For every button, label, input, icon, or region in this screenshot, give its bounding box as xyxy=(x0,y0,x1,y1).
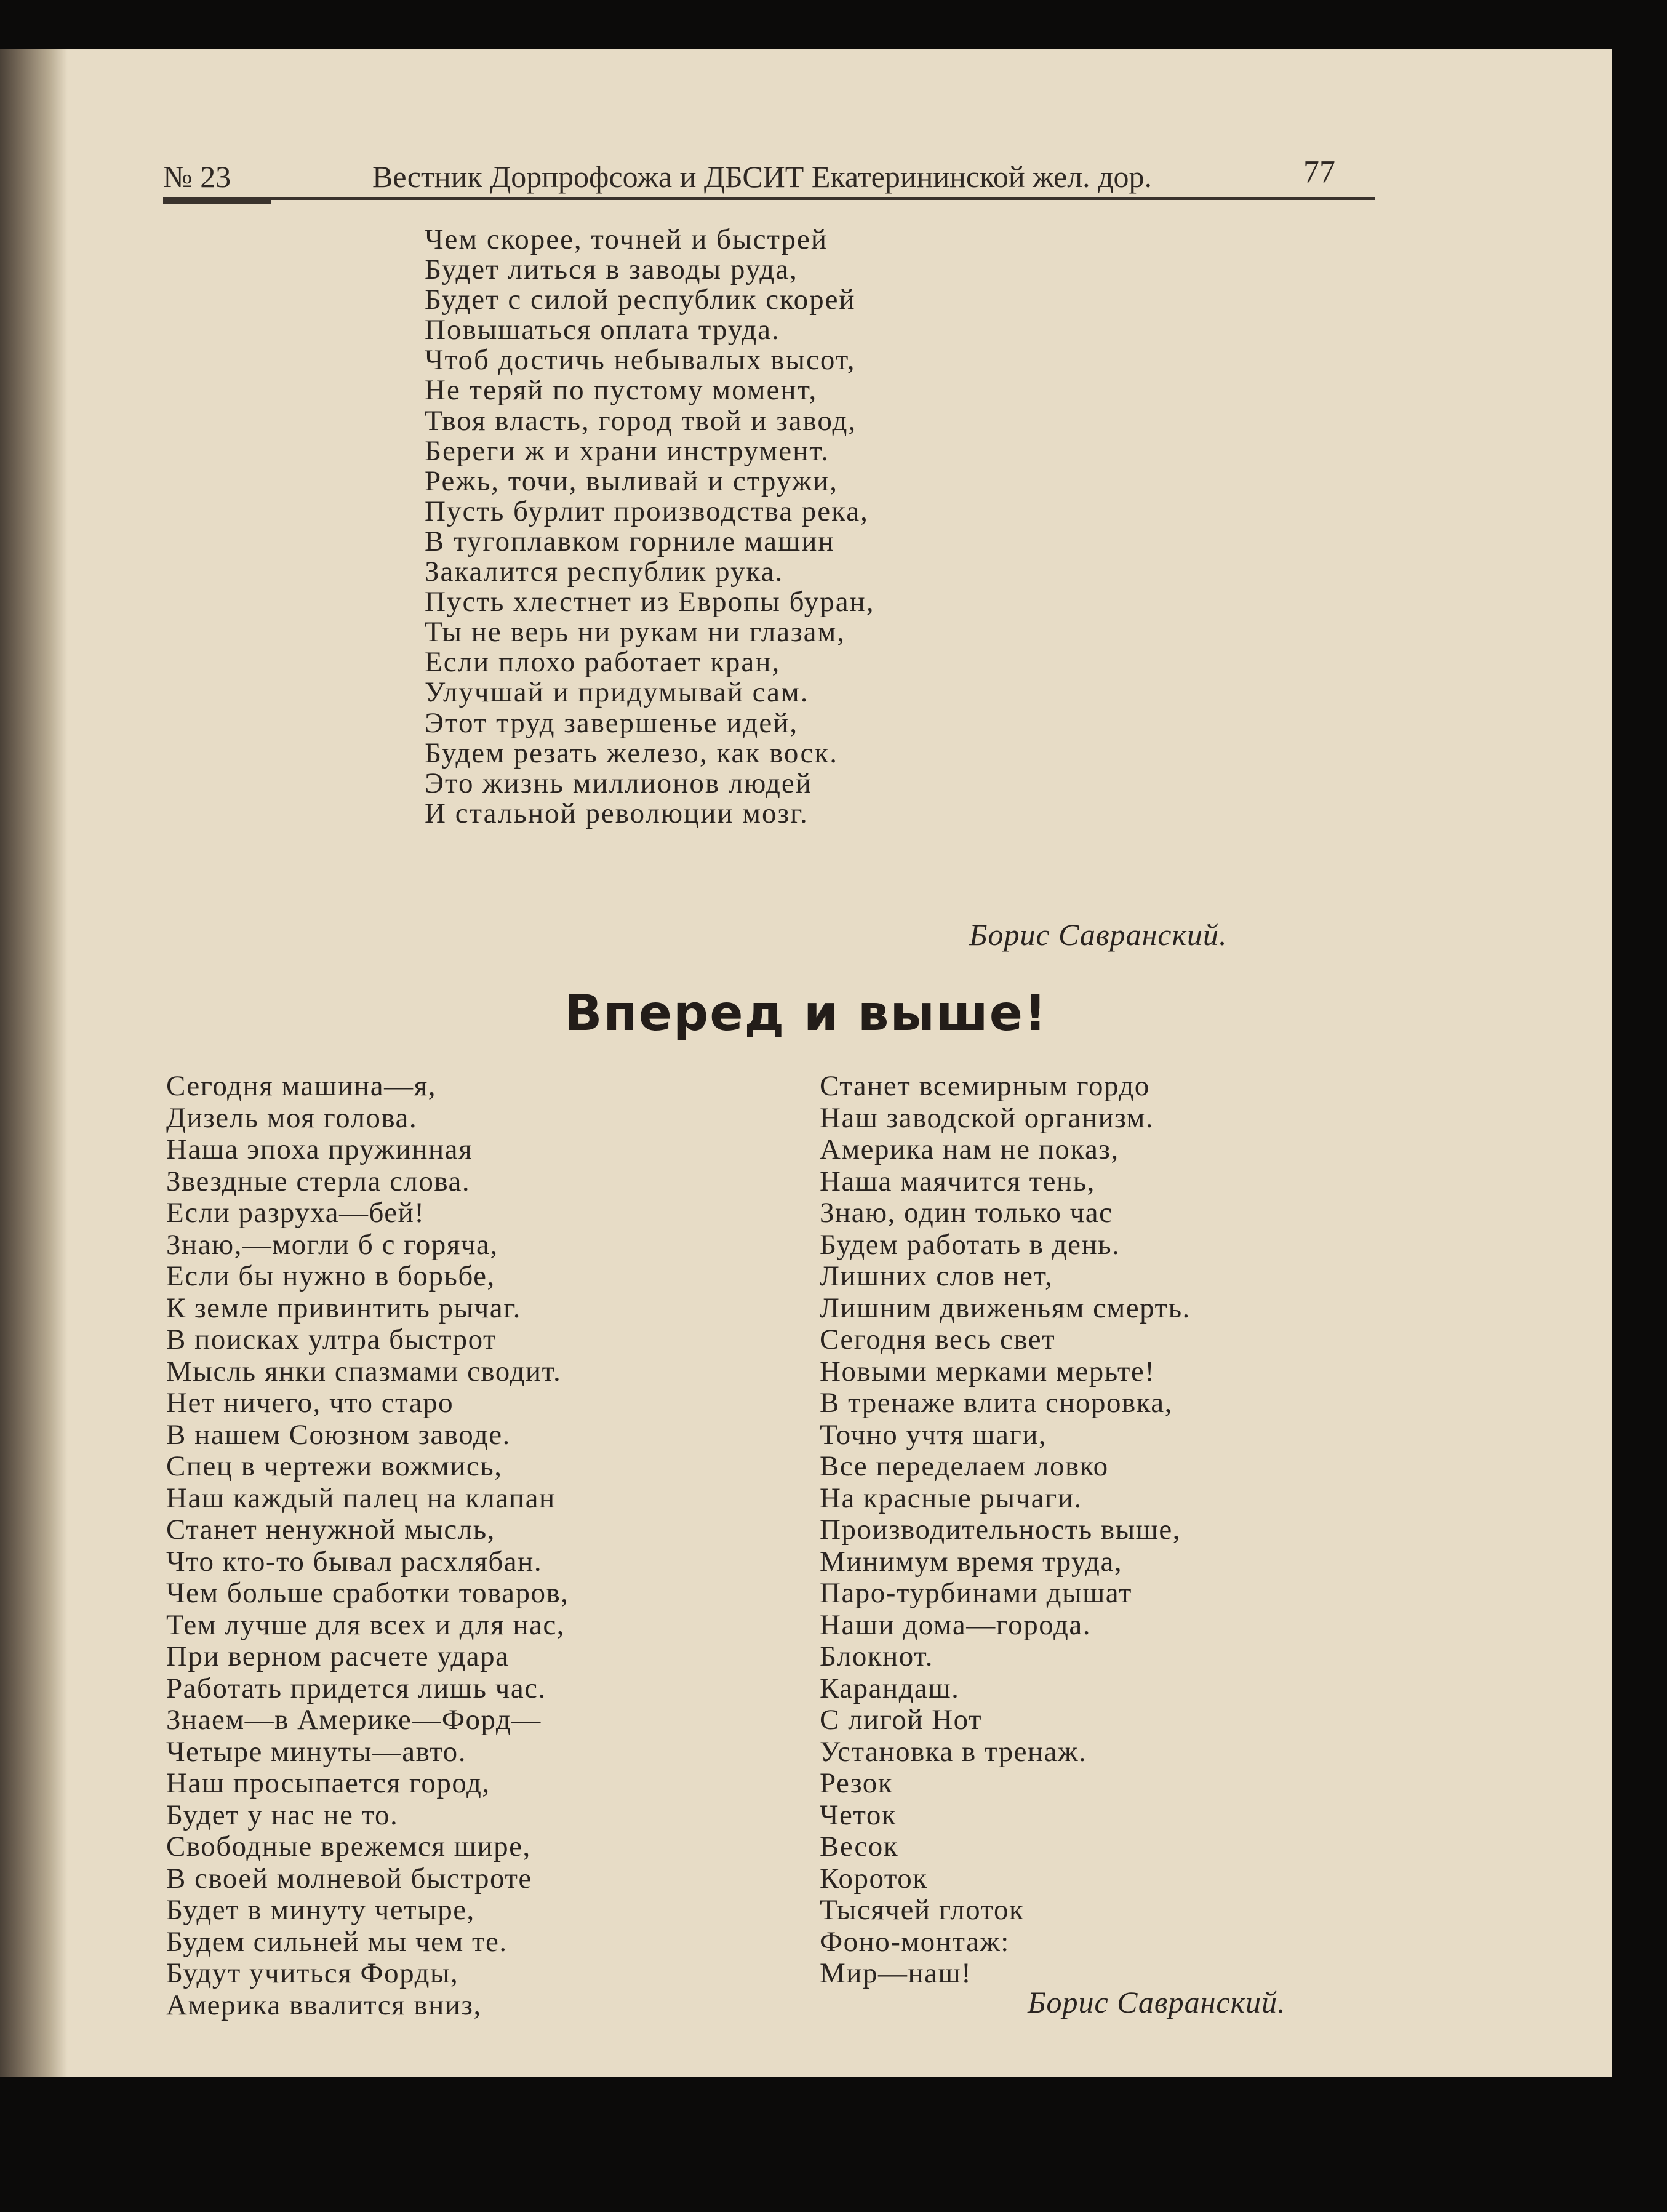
verse-line: Лишним движеньям смерть. xyxy=(820,1292,1191,1324)
poem-1 xyxy=(425,225,1225,829)
verse-line: Блокнот. xyxy=(820,1640,933,1672)
verse-line: Работать придется лишь час. xyxy=(166,1672,546,1704)
verse-line: Чем больше сработки товаров, xyxy=(166,1577,569,1609)
verse-line: Америка нам не показ, xyxy=(820,1133,1119,1165)
verse-line: Резок xyxy=(820,1767,893,1799)
verse-line: Сегодня машина—я, xyxy=(166,1070,436,1102)
verse-line: Свободные врежемся шире, xyxy=(166,1831,531,1863)
verse-line: Знаем—в Америке—Форд— xyxy=(166,1704,542,1736)
verse-line: Фоно-монтаж: xyxy=(820,1925,1010,1958)
verse-line: Наш заводской организм. xyxy=(820,1101,1154,1134)
journal-title: Вестник Дорпрофсожа и ДБСИТ Екатерининской жел. дор. xyxy=(372,159,1153,194)
verse-line: Лишних слов нет, xyxy=(820,1260,1053,1292)
verse-line: Пусть хлестнет из Европы буран, xyxy=(425,586,875,618)
page-header xyxy=(163,154,1348,197)
verse-line: Наша эпоха пружинная xyxy=(166,1133,473,1165)
page-number: 77 xyxy=(1303,154,1335,190)
verse-line: В тугоплавком горниле машин xyxy=(425,525,835,557)
verse-line: Короток xyxy=(820,1862,928,1895)
verse-line: Если разруха—бей! xyxy=(166,1197,425,1229)
verse-line: Будем работать в день. xyxy=(820,1228,1121,1261)
verse-line: Точно учтя шаги, xyxy=(820,1418,1047,1451)
verse-line: Тысячей глоток xyxy=(820,1894,1025,1926)
verse-line: Четыре минуты—авто. xyxy=(166,1735,466,1768)
verse-line: Не теряй по пустому момент, xyxy=(425,374,818,407)
verse-line: Повышаться оплата труда. xyxy=(425,314,780,346)
verse-line: В своей молневой быстроте xyxy=(166,1862,532,1895)
verse-line: Будет в минуту четыре, xyxy=(166,1894,475,1926)
verse-line: Будет литься в заводы руда, xyxy=(425,254,798,286)
verse-line: Карандаш. xyxy=(820,1672,960,1704)
verse-line: Четок xyxy=(820,1799,897,1831)
verse-line: Режь, точи, выливай и стружи, xyxy=(425,465,839,497)
verse-line: Производительность выше, xyxy=(820,1514,1181,1546)
verse-line: Закалится республик рука. xyxy=(425,556,784,588)
verse-line: Это жизнь миллионов людей xyxy=(425,767,812,799)
verse-line: Наш просыпается город, xyxy=(166,1767,490,1799)
poem-2-right-column xyxy=(820,1071,1373,1990)
verse-line: Будем сильней мы чем те. xyxy=(166,1925,508,1958)
poem-2-signature: Борис Савранский. xyxy=(1028,1985,1286,2019)
verse-line: Весок xyxy=(820,1831,899,1863)
verse-line: Знаю,—могли б с горяча, xyxy=(166,1228,498,1261)
verse-line: В тренаже влита сноровка, xyxy=(820,1387,1173,1419)
poem-2-left-column xyxy=(166,1071,782,2021)
verse-line: Сегодня весь свет xyxy=(820,1324,1056,1356)
verse-line: Установка в тренаж. xyxy=(820,1735,1087,1768)
verse-line: Будем резать железо, как воск. xyxy=(425,737,838,769)
verse-line: Будет у нас не то. xyxy=(166,1799,399,1831)
verse-line: Если плохо работает кран, xyxy=(425,646,781,679)
verse-line: Пусть бурлит производства река, xyxy=(425,495,869,527)
verse-line: Паро-турбинами дышат xyxy=(820,1577,1132,1609)
verse-line: Америка ввалится вниз, xyxy=(166,1989,482,2021)
verse-line: Если бы нужно в борьбе, xyxy=(166,1260,495,1292)
verse-line: Ты не верь ни рукам ни глазам, xyxy=(425,616,846,649)
verse-line: Дизель моя голова. xyxy=(166,1101,418,1134)
verse-line: Этот труд завершенье идей, xyxy=(425,706,799,739)
poem-1-signature: Борис Савранский. xyxy=(969,917,1228,952)
verse-line: Будут учиться Форды, xyxy=(166,1957,459,1989)
verse-line: В нашем Союзном заводе. xyxy=(166,1418,511,1451)
verse-line: Чем скорее, точней и быстрей xyxy=(425,223,828,255)
poem-2-title: Вперед и выше! xyxy=(564,984,1048,1042)
verse-line: Спец в чертежи вожмись, xyxy=(166,1450,503,1482)
verse-line: Мысль янки спазмами сводит. xyxy=(166,1355,562,1387)
verse-line: С лигой Нот xyxy=(820,1704,983,1736)
verse-line: Станет всемирным гордо xyxy=(820,1070,1150,1102)
verse-line: Береги ж и храни инструмент. xyxy=(425,434,830,467)
verse-line: Что кто-то бывал расхлябан. xyxy=(166,1545,543,1578)
verse-line: Улучшай и придумывай сам. xyxy=(425,676,809,709)
issue-number: № 23 xyxy=(163,159,231,194)
verse-line: Минимум время труда, xyxy=(820,1545,1123,1578)
header-rule xyxy=(163,197,1375,200)
verse-line: Наша маячится тень, xyxy=(820,1165,1095,1197)
verse-line: Мир—наш! xyxy=(820,1957,972,1989)
verse-line: Новыми мерками мерьте! xyxy=(820,1355,1156,1387)
verse-line: Нет ничего, что старо xyxy=(166,1387,454,1419)
verse-line: Все переделаем ловко xyxy=(820,1450,1109,1482)
verse-line: Твоя власть, город твой и завод, xyxy=(425,404,857,437)
verse-line: Наш каждый палец на клапан xyxy=(166,1482,556,1514)
verse-line: И стальной революции мозг. xyxy=(425,797,809,829)
verse-line: Будет с силой республик скорей xyxy=(425,284,856,316)
verse-line: Звездные стерла слова. xyxy=(166,1165,471,1197)
verse-line: Чтоб достичь небывалых высот, xyxy=(425,344,856,377)
verse-line: Наши дома—города. xyxy=(820,1608,1091,1641)
verse-line: В поисках ултра быстрот xyxy=(166,1324,497,1356)
verse-line: К земле привинтить рычаг. xyxy=(166,1292,521,1324)
verse-line: При верном расчете удара xyxy=(166,1640,510,1672)
verse-line: Станет ненужной мысль, xyxy=(166,1514,495,1546)
verse-line: Тем лучше для всех и для нас, xyxy=(166,1608,566,1641)
magazine-page xyxy=(0,49,1612,2077)
verse-line: Знаю, один только час xyxy=(820,1197,1113,1229)
verse-line: На красные рычаги. xyxy=(820,1482,1082,1514)
header-rule-accent xyxy=(163,200,271,204)
